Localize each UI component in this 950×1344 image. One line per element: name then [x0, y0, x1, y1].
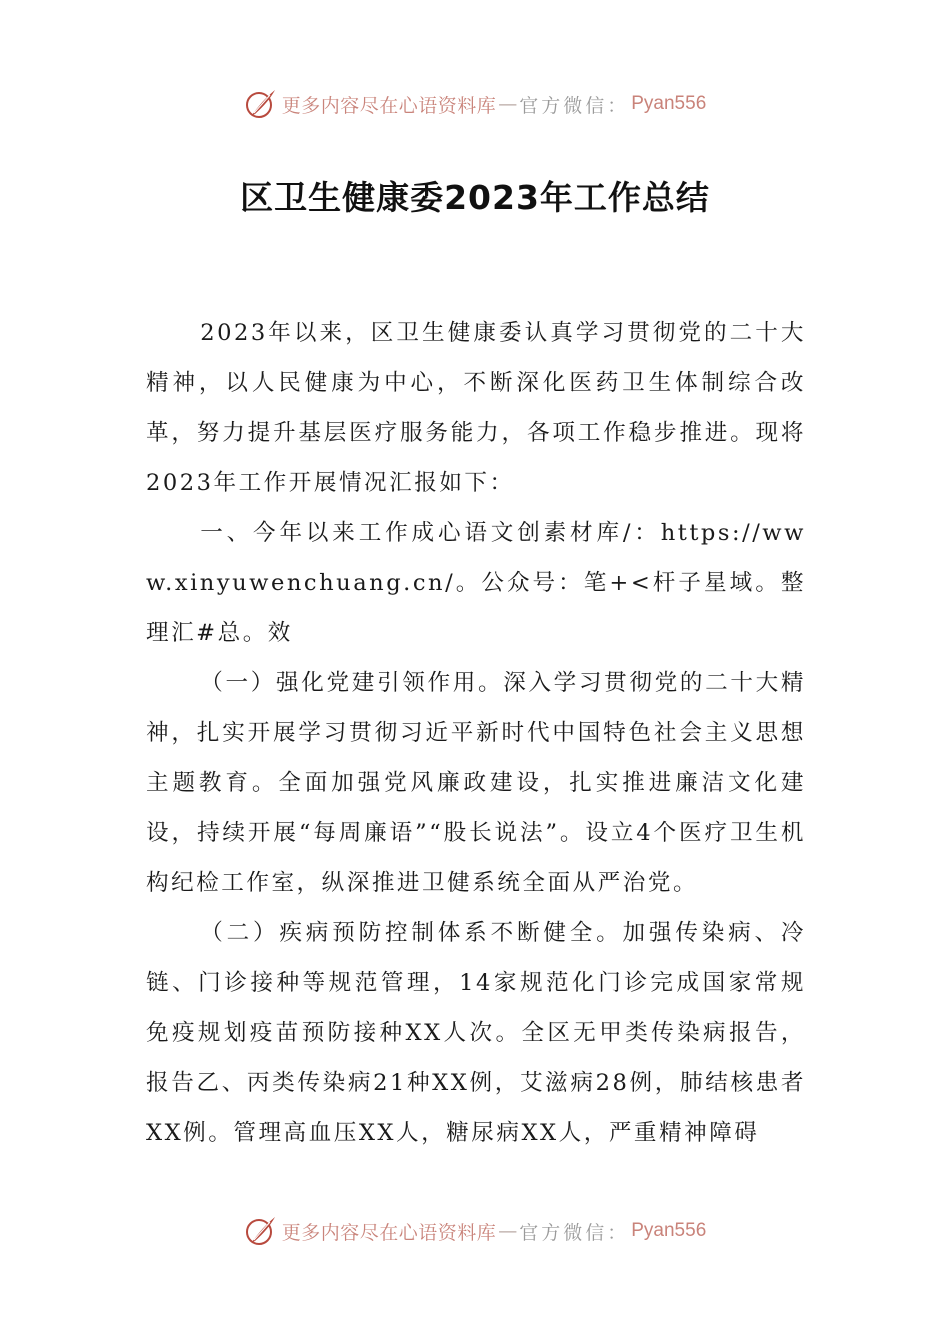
- watermark-banner-bottom: [0, 1211, 950, 1251]
- paragraph-intro: 2023年以来，区卫生健康委认真学习贯彻党的二十大精神，以人民健康为中心，不断深化医药卫生体制综合改革，努力提升基层医疗服务能力，各项工作稳步推进。现将2023年工作开展情况汇报如下：: [146, 320, 806, 496]
- banner-sub-text: 官方微信：: [519, 1221, 630, 1244]
- paragraph-party-building: （一）强化党建引领作用。深入学习贯彻党的二十大精神，扎实开展学习贯彻习近平新时代中国特色社会主义思想主题教育。全面加强党风廉政建设，扎实推进廉洁文化建设，持续开展“每周廉语”“股长说法”。设立4个医疗卫生机构纪检工作室，纵深推进卫健系统全面从严治党。: [146, 670, 806, 896]
- paragraph-section-one: 一、今年以来工作成心语文创素材库/：https://www.xinyuwenchuang.cn/。公众号：笔+<杆子星域。整理汇#总。效: [146, 520, 806, 646]
- banner-wechat-id: Pyan556: [631, 93, 707, 114]
- paragraph-disease-prevention: （二）疾病预防控制体系不断健全。加强传染病、冷链、门诊接种等规范管理，14家规范化门诊完成国家常规免疫规划疫苗预防接种XX人次。全区无甲类传染病报告，报告乙、丙类传染病21种XX例，艾滋病28例，肺结核患者XX例。管理高血压XX人，糖尿病XX人，严重精神障碍: [146, 920, 806, 1146]
- banner-wechat-id: Pyan556: [631, 1220, 707, 1241]
- banner-separator: —: [498, 1220, 518, 1242]
- banner-sub-text: 官方微信：: [519, 94, 630, 117]
- document-body: [146, 308, 806, 1158]
- watermark-banner-top: [0, 84, 950, 124]
- banner-separator: —: [498, 93, 518, 115]
- quill-pen-icon: [244, 1214, 278, 1248]
- banner-main-text: 更多内容尽在心语资料库: [281, 94, 497, 117]
- document-title: 区卫生健康委2023年工作总结: [240, 178, 710, 217]
- banner-main-text: 更多内容尽在心语资料库: [281, 1221, 497, 1244]
- quill-pen-icon: [244, 87, 278, 121]
